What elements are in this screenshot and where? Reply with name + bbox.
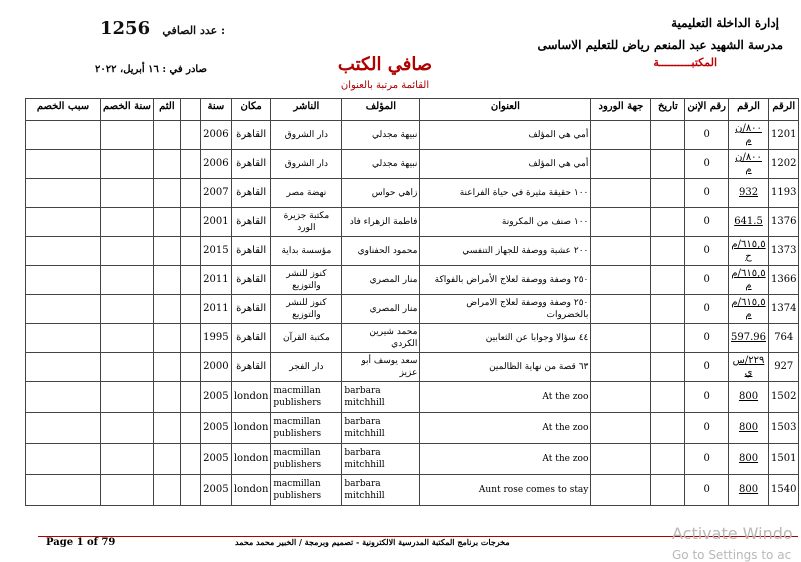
cell-publisher: macmillan publishers (271, 475, 342, 506)
cell-date (651, 413, 685, 444)
cell-spacer (180, 121, 200, 150)
col-write-off-reason: سبب الخصم (26, 99, 101, 121)
cell-title: أمي هي المؤلف (420, 150, 591, 179)
cell-deposit-no: 0 (685, 475, 729, 506)
cell-year: 2006 (200, 121, 231, 150)
cell-price (153, 179, 180, 208)
col-class-no: الرقم (729, 99, 769, 121)
cell-spacer (180, 475, 200, 506)
cell-reg-no: 1193 (769, 179, 799, 208)
cell-year: 2011 (200, 295, 231, 324)
cell-price (153, 324, 180, 353)
cell-write-off-reason (26, 475, 101, 506)
cell-price (153, 444, 180, 475)
col-price: الثم (153, 99, 180, 121)
cell-publisher: macmillan publishers (271, 444, 342, 475)
cell-year: 2000 (200, 353, 231, 382)
cell-spacer (180, 266, 200, 295)
cell-class-no: 641.5 (729, 208, 769, 237)
cell-publisher: macmillan publishers (271, 382, 342, 413)
cell-date (651, 444, 685, 475)
library-label: المكتبــــــــــة (653, 56, 717, 69)
cell-author: نبيهة مجدلي (342, 150, 420, 179)
cell-place: القاهرة (231, 208, 271, 237)
cell-spacer (180, 413, 200, 444)
cell-source (591, 295, 651, 324)
table-row (26, 353, 799, 382)
cell-date (651, 208, 685, 237)
cell-source (591, 324, 651, 353)
cell-title: ٢٥٠ وصفة ووصفة لعلاج الأمراض بالفواكة (420, 266, 591, 295)
cell-title: Aunt rose comes to stay (420, 475, 591, 506)
cell-write-off-year (101, 444, 154, 475)
cell-author: سعد يوسف أبو عزيز (342, 353, 420, 382)
cell-date (651, 266, 685, 295)
cell-publisher: كنوز للنشر والتوزيع (271, 295, 342, 324)
cell-title: ٦٣ قصة من نهاية الظالمين (420, 353, 591, 382)
cell-author: محمود الحفناوي (342, 237, 420, 266)
cell-write-off-reason (26, 237, 101, 266)
cell-date (651, 237, 685, 266)
col-reg-no: الرقم (769, 99, 799, 121)
cell-place: القاهرة (231, 179, 271, 208)
cell-place: القاهرة (231, 150, 271, 179)
cell-title: أمي هي المؤلف (420, 121, 591, 150)
cell-spacer (180, 444, 200, 475)
cell-price (153, 150, 180, 179)
cell-author: نبيهة مجدلي (342, 121, 420, 150)
cell-source (591, 179, 651, 208)
cell-price (153, 266, 180, 295)
cell-title: ١٠٠ صنف من المكرونة (420, 208, 591, 237)
cell-spacer (180, 382, 200, 413)
cell-write-off-year (101, 475, 154, 506)
cell-class-no: 932 (729, 179, 769, 208)
net-count-value: 1256 (100, 18, 151, 39)
cell-reg-no: 1503 (769, 413, 799, 444)
cell-title: At the zoo (420, 444, 591, 475)
cell-class-no: ٢٢٩/س ي (729, 353, 769, 382)
cell-price (153, 382, 180, 413)
cell-reg-no: 927 (769, 353, 799, 382)
cell-source (591, 413, 651, 444)
cell-author: فاطمة الزهراء فاد (342, 208, 420, 237)
cell-price (153, 413, 180, 444)
cell-source (591, 237, 651, 266)
table-row (26, 266, 799, 295)
cell-class-no: 800 (729, 382, 769, 413)
cell-write-off-reason (26, 444, 101, 475)
cell-date (651, 353, 685, 382)
cell-date (651, 150, 685, 179)
table-row (26, 413, 799, 444)
cell-source (591, 121, 651, 150)
cell-reg-no: 1540 (769, 475, 799, 506)
cell-publisher: كنوز للنشر والتوزيع (271, 266, 342, 295)
table-row (26, 324, 799, 353)
col-title: العنوان (420, 99, 591, 121)
cell-write-off-reason (26, 121, 101, 150)
activate-windows-hint: Go to Settings to ac (672, 548, 792, 562)
col-source: جهة الورود (591, 99, 651, 121)
cell-deposit-no: 0 (685, 179, 729, 208)
cell-deposit-no: 0 (685, 266, 729, 295)
cell-date (651, 295, 685, 324)
cell-place: القاهرة (231, 353, 271, 382)
activate-windows-watermark: Activate Windo (672, 524, 793, 543)
cell-spacer (180, 353, 200, 382)
cell-year: 2005 (200, 475, 231, 506)
col-publisher: الناشر (271, 99, 342, 121)
cell-publisher: مكتبة جزيرة الورد (271, 208, 342, 237)
cell-price (153, 121, 180, 150)
table-row (26, 150, 799, 179)
net-count (100, 18, 225, 39)
table-header-row (26, 99, 799, 121)
cell-price (153, 237, 180, 266)
cell-place: london (231, 475, 271, 506)
cell-price (153, 353, 180, 382)
cell-write-off-reason (26, 179, 101, 208)
col-place: مكان (231, 99, 271, 121)
cell-place: القاهرة (231, 237, 271, 266)
cell-source (591, 266, 651, 295)
cell-spacer (180, 150, 200, 179)
issue-date: صادر في : ١٦ أبريل، ٢٠٢٢ (95, 64, 207, 75)
table-row (26, 475, 799, 506)
cell-deposit-no: 0 (685, 324, 729, 353)
page-number: Page 1 of 79 (46, 537, 116, 548)
cell-source (591, 150, 651, 179)
cell-source (591, 382, 651, 413)
cell-reg-no: 1202 (769, 150, 799, 179)
cell-place: london (231, 382, 271, 413)
books-table (25, 98, 799, 506)
cell-year: 2001 (200, 208, 231, 237)
cell-publisher: دار الشروق (271, 150, 342, 179)
cell-write-off-year (101, 353, 154, 382)
cell-write-off-reason (26, 266, 101, 295)
cell-deposit-no: 0 (685, 382, 729, 413)
table-row (26, 382, 799, 413)
cell-class-no: 800 (729, 444, 769, 475)
cell-source (591, 475, 651, 506)
cell-spacer (180, 179, 200, 208)
cell-reg-no: 1501 (769, 444, 799, 475)
cell-class-no: ٨٠٠/ن م (729, 150, 769, 179)
col-year: سنة (200, 99, 231, 121)
cell-deposit-no: 0 (685, 121, 729, 150)
cell-deposit-no: 0 (685, 237, 729, 266)
cell-title: ٤٤ سؤالا وجوابا عن الثعابين (420, 324, 591, 353)
cell-write-off-year (101, 295, 154, 324)
cell-publisher: دار الفجر (271, 353, 342, 382)
report-title: صافي الكتب (337, 54, 433, 75)
cell-author: barbara mitchhill (342, 444, 420, 475)
col-spacer (180, 99, 200, 121)
cell-deposit-no: 0 (685, 150, 729, 179)
cell-author: barbara mitchhill (342, 382, 420, 413)
school-name: مدرسة الشهيد عبد المنعم رياض للتعليم الاساسى (537, 38, 783, 52)
cell-year: 2005 (200, 444, 231, 475)
cell-write-off-reason (26, 150, 101, 179)
cell-reg-no: 1373 (769, 237, 799, 266)
table-row (26, 121, 799, 150)
table-row (26, 179, 799, 208)
cell-price (153, 295, 180, 324)
cell-source (591, 444, 651, 475)
cell-reg-no: 1366 (769, 266, 799, 295)
cell-year: 2006 (200, 150, 231, 179)
cell-place: london (231, 413, 271, 444)
cell-deposit-no: 0 (685, 413, 729, 444)
cell-write-off-year (101, 413, 154, 444)
cell-write-off-year (101, 179, 154, 208)
table-row (26, 208, 799, 237)
cell-year: 2007 (200, 179, 231, 208)
cell-year: 2005 (200, 382, 231, 413)
cell-place: القاهرة (231, 324, 271, 353)
cell-place: القاهرة (231, 266, 271, 295)
cell-class-no: 800 (729, 413, 769, 444)
cell-deposit-no: 0 (685, 353, 729, 382)
cell-title: ٢٥٠ وصفة ووصفة لعلاج الامراض بالخضروات (420, 295, 591, 324)
col-deposit-no: رقم الإنن (685, 99, 729, 121)
cell-class-no: 800 (729, 475, 769, 506)
cell-spacer (180, 295, 200, 324)
cell-deposit-no: 0 (685, 295, 729, 324)
cell-class-no: 597.96 (729, 324, 769, 353)
table-row (26, 295, 799, 324)
cell-write-off-year (101, 208, 154, 237)
cell-year: 2015 (200, 237, 231, 266)
cell-deposit-no: 0 (685, 444, 729, 475)
cell-write-off-year (101, 237, 154, 266)
cell-price (153, 208, 180, 237)
cell-date (651, 121, 685, 150)
col-author: المؤلف (342, 99, 420, 121)
cell-place: القاهرة (231, 121, 271, 150)
col-write-off-year: سنة الخصم (101, 99, 154, 121)
cell-write-off-reason (26, 382, 101, 413)
cell-date (651, 324, 685, 353)
cell-write-off-reason (26, 413, 101, 444)
cell-year: 1995 (200, 324, 231, 353)
cell-price (153, 475, 180, 506)
cell-place: القاهرة (231, 295, 271, 324)
col-date: تاريخ (651, 99, 685, 121)
cell-publisher: مؤسسة بداية (271, 237, 342, 266)
cell-reg-no: 1374 (769, 295, 799, 324)
cell-source (591, 353, 651, 382)
cell-write-off-year (101, 121, 154, 150)
cell-date (651, 179, 685, 208)
cell-reg-no: 1502 (769, 382, 799, 413)
cell-write-off-year (101, 382, 154, 413)
cell-place: london (231, 444, 271, 475)
cell-author: منار المصري (342, 266, 420, 295)
footer-credit: مخرجات برنامج المكتبة المدرسية الالكترونية - تصميم وبرمجة / الخبير محمد محمد (235, 537, 510, 547)
cell-author: زاهي حواس (342, 179, 420, 208)
cell-spacer (180, 237, 200, 266)
cell-write-off-year (101, 150, 154, 179)
cell-author: محمد شيرين الكردي (342, 324, 420, 353)
cell-date (651, 475, 685, 506)
cell-write-off-reason (26, 295, 101, 324)
cell-write-off-year (101, 324, 154, 353)
cell-spacer (180, 324, 200, 353)
cell-reg-no: 764 (769, 324, 799, 353)
cell-write-off-reason (26, 208, 101, 237)
cell-author: barbara mitchhill (342, 413, 420, 444)
cell-title: ٢٠٠ عشبة ووصفة للجهاز التنفسي (420, 237, 591, 266)
cell-spacer (180, 208, 200, 237)
cell-write-off-reason (26, 353, 101, 382)
cell-write-off-year (101, 266, 154, 295)
net-count-label: عدد الصافي : (162, 24, 226, 37)
cell-date (651, 382, 685, 413)
cell-source (591, 208, 651, 237)
cell-title: At the zoo (420, 413, 591, 444)
cell-publisher: مكتبة القرآن (271, 324, 342, 353)
cell-publisher: نهضة مصر (271, 179, 342, 208)
cell-title: At the zoo (420, 382, 591, 413)
cell-class-no: ٦١٥,٥/م م (729, 266, 769, 295)
cell-year: 2005 (200, 413, 231, 444)
cell-publisher: دار الشروق (271, 121, 342, 150)
table-row (26, 237, 799, 266)
cell-reg-no: 1376 (769, 208, 799, 237)
cell-title: ١٠٠ حقيقة مثيرة في حياة الفراعنة (420, 179, 591, 208)
cell-deposit-no: 0 (685, 208, 729, 237)
cell-author: barbara mitchhill (342, 475, 420, 506)
report-subtitle: القائمة مرتبة بالعنوان (340, 80, 430, 91)
administration-name: إدارة الداخلة التعليمية (671, 16, 779, 30)
table-row (26, 444, 799, 475)
cell-class-no: ٦١٥,٥/م ح (729, 237, 769, 266)
cell-publisher: macmillan publishers (271, 413, 342, 444)
cell-class-no: ٦١٥,٥/م م (729, 295, 769, 324)
cell-reg-no: 1201 (769, 121, 799, 150)
cell-year: 2011 (200, 266, 231, 295)
cell-write-off-reason (26, 324, 101, 353)
cell-author: منار المصري (342, 295, 420, 324)
cell-class-no: ٨٠٠/ن م (729, 121, 769, 150)
